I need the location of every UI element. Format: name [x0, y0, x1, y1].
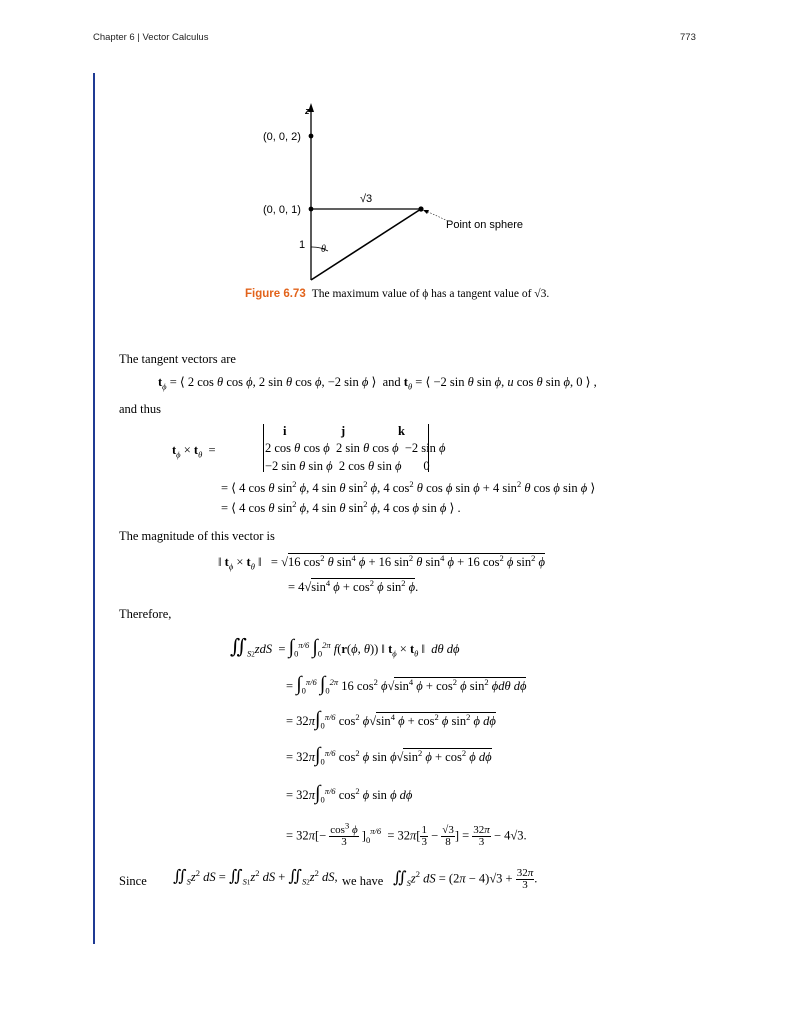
figure-caption-text: The maximum value of ϕ has a tangent value of √3. — [311, 288, 550, 300]
cross-product-result-2: = ⟨ 4 cos θ $\sin^2 \phi$, 4 sin θ $\sin^2 \phi$, 4 cos ϕ sin ϕ ⟩ . — [221, 498, 461, 515]
therefore-text: Therefore, — [119, 607, 172, 621]
and-thus-text: and thus — [119, 402, 162, 416]
integral-line-5: = $32\pi\int_0^{\pi/6}$ $\cos^2 \phi$ sin ϕ dϕ — [286, 782, 413, 805]
sphere-figure — [240, 95, 550, 285]
magnitude-equation-2: = $4√\sin^4$ $\phi + \cos^2 \phi$ $\sin^2 \phi$. — [288, 577, 419, 594]
margin-rule — [93, 73, 95, 944]
tangent-intro: The tangent vectors are — [119, 352, 236, 366]
integral-line-3: = $32\pi\int_0^{\pi/6}$ $\cos^2 \phi√\sin^4$ $\phi + \cos^2 \phi$ $\sin^2 \phi$ dϕ — [286, 708, 496, 731]
matrix-j: j — [341, 424, 346, 438]
matrix-row-2: 2 cos θ cos ϕ 2 sin θ cos ϕ −2 sin ϕ — [265, 441, 446, 455]
integral-line-1: $∬_{S2}zdS = \int_0^{\pi/6}$ $\int_0^{2\pi}$ f(r(ϕ, θ)) ‖ $t_\phi \times t_\theta$ ‖ dθ dϕ — [230, 636, 460, 659]
tangent-vectors-equation: $t_\phi$ = ⟨ 2 cos θ cos ϕ, 2 sin θ cos ϕ, −2 sin ϕ ⟩ and $t_\theta$ = ⟨ −2 sin θ sin ϕ, u cos θ sin ϕ, 0 ⟩ , — [158, 375, 597, 392]
integral-line-2: = $\int_0^{\pi/6}$ $\int_0^{2\pi}$ 16 $\cos^2 \phi√\sin^4$ $\phi + \cos^2 \phi$ $\sin^2 \phi d\theta$ dϕ — [286, 673, 527, 696]
determinant-left-bar — [263, 424, 264, 472]
cross-product-result-1: = ⟨ 4 cos θ $\sin^2 \phi$, 4 sin θ $\sin^2 \phi$, 4 $\cos^2 \theta$ cos ϕ sin ϕ + 4 $\sin^2 \theta$ cos ϕ sin ϕ ⟩ — [221, 478, 596, 495]
since-equation: $∬_Sz^2$ dS = $∬_{S1}z^2$ dS + $∬_{S2}z^2$ dS, — [173, 867, 338, 887]
point-on-sphere-annotation: Point on sphere — [446, 219, 524, 231]
figure-label: Figure 6.73 — [245, 288, 306, 300]
sqrt3-label: √3 — [360, 193, 373, 205]
magnitude-equation-1: ‖ $t_\phi \times t_\theta$ ‖ = √16 $\cos^2 \theta$ $\sin^4 \phi + 16$ $\sin^2 \theta$ $\sin^4 \phi + 16$ $\cos^2 \phi$ $\sin^2 \phi$ — [218, 552, 545, 572]
since-text: Since — [119, 874, 147, 888]
one-label: 1 — [299, 239, 306, 251]
figure-caption — [245, 283, 565, 305]
z-axis-label: z — [305, 106, 310, 116]
magnitude-intro: The magnitude of this vector is — [119, 529, 275, 543]
page-number: 773 — [680, 32, 696, 43]
point-top-label: (0, 0, 2) — [263, 131, 301, 143]
point-mid-label: (0, 0, 1) — [263, 204, 301, 216]
integral-line-6: = 32π[− $\frac{\cos^3 \phi}{3}$ ]$_0^{\pi/6} = 32\pi$[ $\frac{1}{3}$ − $\frac{√3}{8}$ ] = $\frac{32\pi}{3}$ − 4√3. — [286, 820, 527, 848]
matrix-i: i — [283, 424, 287, 438]
matrix-row-3: −2 sin θ sin ϕ 2 cos θ sin ϕ 0 — [265, 459, 430, 473]
cross-product-lhs: $t_\phi \times t_\theta$ = — [172, 443, 216, 460]
final-result-equation: $∬_Sz^2$ dS = (2π − 4)√3 + $\frac{32\pi}{3}$ . — [393, 867, 538, 891]
matrix-k: k — [398, 424, 405, 438]
theta-label: θ — [321, 244, 326, 255]
chapter-header: Chapter 6 | Vector Calculus — [93, 32, 209, 43]
integral-line-4: = $32\pi\int_0^{\pi/6}$ $\cos^2 \phi$ $\sin \phi√\sin^2$ $\phi + \cos^2 \phi$ dϕ — [286, 744, 492, 767]
we-have-text: we have — [342, 874, 384, 888]
